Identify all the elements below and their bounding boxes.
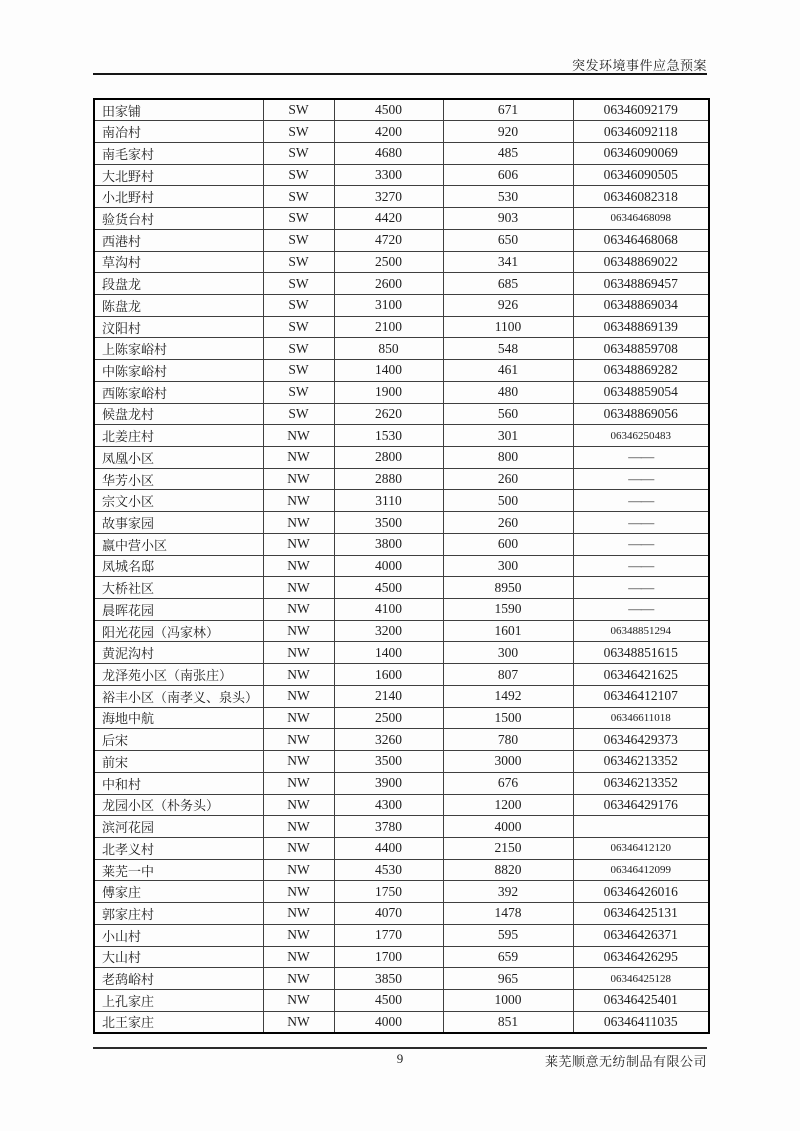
phone: 06346425131 [573,903,709,925]
population: 461 [443,360,573,382]
table-row [94,837,709,859]
population: 1100 [443,316,573,338]
direction: SW [263,360,334,382]
phone: 06346611018 [573,707,709,729]
direction: NW [263,599,334,621]
table-row [94,816,709,838]
population: 606 [443,164,573,186]
population: 300 [443,555,573,577]
distance: 2500 [334,707,443,729]
site-name: 上陈家峪村 [94,338,263,360]
population: 530 [443,186,573,208]
direction: SW [263,403,334,425]
distance: 3270 [334,186,443,208]
distance: 2880 [334,468,443,490]
phone: 06346092179 [573,99,709,121]
direction: NW [263,729,334,751]
site-name: 大北野村 [94,164,263,186]
site-name: 大桥社区 [94,577,263,599]
direction: NW [263,989,334,1011]
population: 926 [443,294,573,316]
distance: 4500 [334,989,443,1011]
distance: 2620 [334,403,443,425]
site-name: 莱芜一中 [94,859,263,881]
distance: 2800 [334,447,443,469]
direction: NW [263,1011,334,1033]
population: 1601 [443,620,573,642]
sensitive-sites-table [93,98,710,1034]
population: 903 [443,208,573,230]
direction: SW [263,99,334,121]
distance: 4070 [334,903,443,925]
direction: NW [263,751,334,773]
distance: 4720 [334,229,443,251]
population: 548 [443,338,573,360]
population: 676 [443,772,573,794]
distance: 3500 [334,751,443,773]
header-title: 突发环境事件应急预案 [571,58,707,73]
table-row [94,685,709,707]
site-name: 故事家园 [94,512,263,534]
phone: 06346429373 [573,729,709,751]
table-row [94,164,709,186]
table-row [94,533,709,555]
site-name: 宗文小区 [94,490,263,512]
population: 1492 [443,685,573,707]
distance: 3260 [334,729,443,751]
distance: 1750 [334,881,443,903]
distance: 1400 [334,642,443,664]
direction: NW [263,903,334,925]
population: 685 [443,273,573,295]
table-row [94,772,709,794]
distance: 4400 [334,837,443,859]
population: 1478 [443,903,573,925]
phone: —— [573,447,709,469]
direction: SW [263,316,334,338]
population: 807 [443,664,573,686]
phone: —— [573,468,709,490]
table-row [94,186,709,208]
population: 8820 [443,859,573,881]
phone: 06346090505 [573,164,709,186]
population: 1000 [443,989,573,1011]
direction: NW [263,707,334,729]
population: 392 [443,881,573,903]
distance: 1530 [334,425,443,447]
distance: 1700 [334,946,443,968]
direction: SW [263,381,334,403]
site-name: 前宋 [94,751,263,773]
distance: 3500 [334,512,443,534]
table-row [94,707,709,729]
distance: 1770 [334,924,443,946]
site-name: 龙泽苑小区（南张庄） [94,664,263,686]
distance: 4000 [334,1011,443,1033]
site-name: 后宋 [94,729,263,751]
population: 485 [443,142,573,164]
header-rule [93,73,707,75]
phone: 06348859054 [573,381,709,403]
distance: 2500 [334,251,443,273]
site-name: 陈盘龙 [94,294,263,316]
site-name: 嬴中营小区 [94,533,263,555]
phone: 06346468068 [573,229,709,251]
phone: 06346250483 [573,425,709,447]
direction: NW [263,946,334,968]
distance: 3100 [334,294,443,316]
distance: 4530 [334,859,443,881]
site-name: 傅家庄 [94,881,263,903]
direction: NW [263,794,334,816]
table-row [94,859,709,881]
population: 1590 [443,599,573,621]
population: 671 [443,99,573,121]
phone: 06348851294 [573,620,709,642]
site-name: 西陈家峪村 [94,381,263,403]
phone: 06348869457 [573,273,709,295]
table-row [94,577,709,599]
site-name: 草沟村 [94,251,263,273]
phone: 06346429176 [573,794,709,816]
distance: 1400 [334,360,443,382]
site-name: 海地中航 [94,707,263,729]
site-name: 北姜庄村 [94,425,263,447]
table-row [94,425,709,447]
direction: SW [263,251,334,273]
distance: 4420 [334,208,443,230]
distance: 850 [334,338,443,360]
site-name: 候盘龙村 [94,403,263,425]
direction: SW [263,142,334,164]
direction: SW [263,121,334,143]
table-row [94,468,709,490]
population: 500 [443,490,573,512]
direction: NW [263,447,334,469]
table-row [94,316,709,338]
direction: SW [263,164,334,186]
phone: 06346092118 [573,121,709,143]
site-name: 阳光花园（冯家林） [94,620,263,642]
direction: SW [263,208,334,230]
site-name: 黄泥沟村 [94,642,263,664]
distance: 1900 [334,381,443,403]
direction: SW [263,229,334,251]
table-row [94,924,709,946]
table-row [94,360,709,382]
table-row [94,642,709,664]
table-row [94,208,709,230]
phone: 06348869034 [573,294,709,316]
table-row [94,903,709,925]
table-row [94,968,709,990]
population: 301 [443,425,573,447]
table-row [94,664,709,686]
phone: 06346426016 [573,881,709,903]
direction: SW [263,294,334,316]
population: 780 [443,729,573,751]
phone: 06346412107 [573,685,709,707]
table-row [94,121,709,143]
distance: 2100 [334,316,443,338]
phone: 06348851615 [573,642,709,664]
phone: 06346426371 [573,924,709,946]
population: 1200 [443,794,573,816]
table-row [94,273,709,295]
phone: 06348869056 [573,403,709,425]
site-name: 华芳小区 [94,468,263,490]
table-row [94,490,709,512]
population: 560 [443,403,573,425]
direction: NW [263,425,334,447]
footer-rule [93,1047,707,1049]
phone: 06346421625 [573,664,709,686]
phone: 06348859708 [573,338,709,360]
phone: 06348869139 [573,316,709,338]
site-name: 郭家庄村 [94,903,263,925]
company-name: 莱芜顺意无纺制品有限公司 [544,1054,707,1069]
site-name: 晨晖花园 [94,599,263,621]
population: 920 [443,121,573,143]
direction: SW [263,186,334,208]
direction: NW [263,859,334,881]
table-row [94,338,709,360]
distance: 3300 [334,164,443,186]
table-row [94,142,709,164]
direction: NW [263,924,334,946]
population: 4000 [443,816,573,838]
direction: NW [263,577,334,599]
site-name: 验货台村 [94,208,263,230]
table-row [94,599,709,621]
population: 2150 [443,837,573,859]
direction: NW [263,816,334,838]
table-row [94,381,709,403]
phone: 06346213352 [573,772,709,794]
site-name: 老鸹峪村 [94,968,263,990]
table-row [94,294,709,316]
site-name: 裕丰小区（南孝义、泉头） [94,685,263,707]
table-row [94,251,709,273]
population: 595 [443,924,573,946]
direction: SW [263,273,334,295]
phone: 06346426295 [573,946,709,968]
site-name: 北王家庄 [94,1011,263,1033]
population: 341 [443,251,573,273]
site-name: 汶阳村 [94,316,263,338]
direction: NW [263,620,334,642]
phone: 06346090069 [573,142,709,164]
distance: 1600 [334,664,443,686]
direction: NW [263,468,334,490]
direction: NW [263,685,334,707]
distance: 3850 [334,968,443,990]
population: 851 [443,1011,573,1033]
population: 260 [443,512,573,534]
phone: —— [573,555,709,577]
distance: 3780 [334,816,443,838]
direction: NW [263,555,334,577]
population: 3000 [443,751,573,773]
site-name: 南冶村 [94,121,263,143]
direction: NW [263,837,334,859]
phone: —— [573,490,709,512]
direction: NW [263,512,334,534]
population: 659 [443,946,573,968]
page-number: 9 [396,1051,404,1066]
direction: NW [263,968,334,990]
site-name: 凤城名邸 [94,555,263,577]
distance: 4680 [334,142,443,164]
site-name: 中和村 [94,772,263,794]
population: 300 [443,642,573,664]
table-row [94,403,709,425]
site-name: 南毛家村 [94,142,263,164]
site-name: 小北野村 [94,186,263,208]
table-row [94,229,709,251]
distance: 4300 [334,794,443,816]
table-row [94,794,709,816]
site-name: 滨河花园 [94,816,263,838]
phone: 06346082318 [573,186,709,208]
population: 650 [443,229,573,251]
direction: NW [263,772,334,794]
population: 480 [443,381,573,403]
table-row [94,946,709,968]
direction: NW [263,642,334,664]
distance: 2600 [334,273,443,295]
phone [573,816,709,838]
site-name: 大山村 [94,946,263,968]
phone: 06346412120 [573,837,709,859]
table-row [94,729,709,751]
population: 8950 [443,577,573,599]
phone: 06346425128 [573,968,709,990]
phone: 06346213352 [573,751,709,773]
distance: 4100 [334,599,443,621]
site-name: 田家铺 [94,99,263,121]
table-row [94,751,709,773]
distance: 4500 [334,577,443,599]
site-name: 凤凰小区 [94,447,263,469]
table-row [94,99,709,121]
population: 600 [443,533,573,555]
site-name: 段盘龙 [94,273,263,295]
distance: 4000 [334,555,443,577]
table-body [94,99,709,1033]
phone: —— [573,599,709,621]
direction: NW [263,881,334,903]
population: 965 [443,968,573,990]
table-row [94,620,709,642]
table-row [94,1011,709,1033]
site-name: 西港村 [94,229,263,251]
site-name: 北孝义村 [94,837,263,859]
table-row [94,989,709,1011]
phone: —— [573,512,709,534]
distance: 3800 [334,533,443,555]
table-row [94,512,709,534]
site-name: 上孔家庄 [94,989,263,1011]
table-row [94,447,709,469]
table-row [94,555,709,577]
direction: NW [263,490,334,512]
distance: 3200 [334,620,443,642]
site-name: 中陈家峪村 [94,360,263,382]
phone: 06346412099 [573,859,709,881]
direction: NW [263,533,334,555]
distance: 3110 [334,490,443,512]
distance: 3900 [334,772,443,794]
distance: 4500 [334,99,443,121]
direction: SW [263,338,334,360]
site-name: 小山村 [94,924,263,946]
distance: 4200 [334,121,443,143]
population: 800 [443,447,573,469]
phone: 06346468098 [573,208,709,230]
phone: 06346425401 [573,989,709,1011]
phone: 06348869022 [573,251,709,273]
table-row [94,881,709,903]
distance: 2140 [334,685,443,707]
phone: 06346411035 [573,1011,709,1033]
phone: —— [573,533,709,555]
phone: 06348869282 [573,360,709,382]
direction: NW [263,664,334,686]
population: 1500 [443,707,573,729]
phone: —— [573,577,709,599]
site-name: 龙园小区（朴务头） [94,794,263,816]
population: 260 [443,468,573,490]
